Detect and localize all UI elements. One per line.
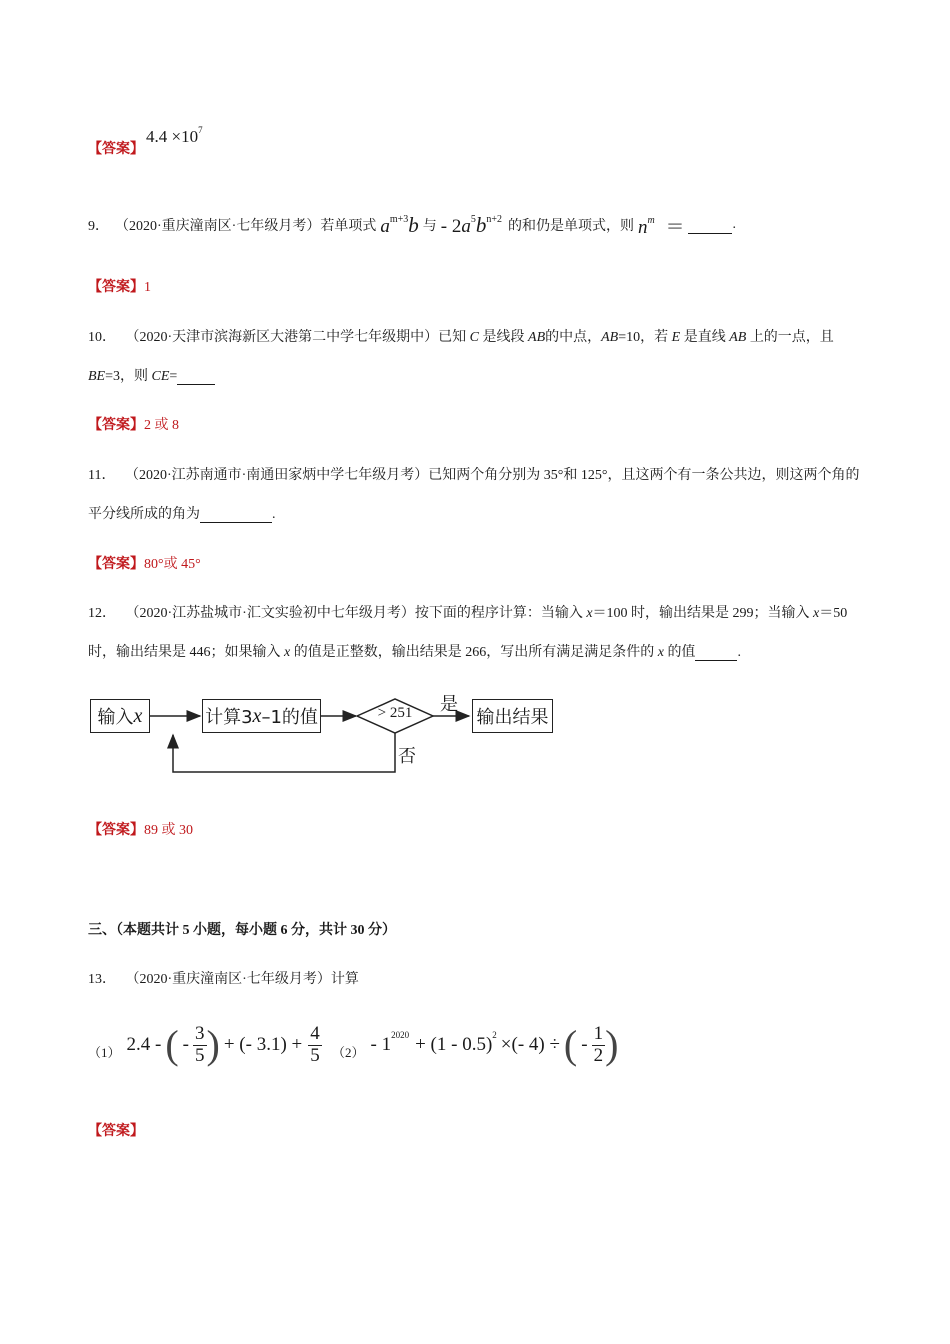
question-text: ＝50 [819, 606, 848, 621]
question-text: 上的一点，且 [749, 330, 834, 345]
question-13 [88, 973, 359, 987]
answer-13 [88, 1125, 144, 1139]
question-text: 平分线所成的角为 [88, 507, 200, 522]
section-title: 三、（本题共计 5 小题，每小题 6 分，共计 30 分） [88, 923, 396, 938]
left-paren: ( [563, 1022, 578, 1067]
exponent: 2 [492, 1030, 497, 1040]
question-text: （2020·天津市滨海新区大港第二中学七年级期中）已知 [125, 330, 467, 345]
minus-sign: - [581, 1034, 588, 1055]
input-var: x [133, 704, 143, 727]
var-a: a [380, 215, 390, 237]
expr-term: ×(- 4) ÷ [500, 1034, 560, 1055]
right-paren: ) [605, 1022, 619, 1067]
line-ab: AB [729, 330, 747, 345]
question-number: 10． [88, 330, 116, 345]
exponent: m [647, 214, 655, 226]
answer-value: 1 [144, 280, 151, 295]
question-text: = [169, 369, 178, 384]
question-text: 时，输出结果是 446；如果输入 [88, 645, 281, 660]
numerator: 4 [310, 1022, 320, 1044]
conjunction: 与 [422, 219, 437, 234]
yes-label: 是 [440, 694, 458, 715]
segment-ab: AB [601, 330, 619, 345]
question-text: （2020·江苏盐城市·汇文实验初中七年级月考）按下面的程序计算：当输入 [125, 606, 583, 621]
answer-label: 【答案】 [88, 280, 144, 295]
var-b: b [408, 212, 419, 237]
condition-label: > 251 [377, 705, 413, 721]
var-a: a [461, 215, 471, 237]
denominator: 5 [310, 1044, 320, 1066]
answer-label: 【答案】 [88, 142, 144, 157]
question-text: （2020·重庆潼南区·七年级月考）若单项式 [115, 219, 377, 234]
point-c: C [469, 330, 480, 345]
exponent: n+2 [486, 213, 502, 225]
period: . [272, 507, 276, 522]
expr-term: 2.4 - [126, 1034, 162, 1055]
answer-value: 80°或 45° [144, 557, 201, 572]
answer-label: 【答案】 [88, 557, 144, 572]
right-paren: ) [206, 1022, 220, 1067]
question-text: （2020·江苏南通市·南通田家炳中学七年级月考）已知两个角分别为 35°和 125°，且这两个有一条公共边，则这两个角的 [124, 468, 860, 483]
fraction-1-2 [592, 1024, 606, 1067]
expr-term: - 1 [370, 1034, 392, 1055]
answer-label: 【答案】 [88, 418, 144, 433]
question-13-part-2 [332, 1020, 618, 1070]
equals-sign: ＝ [665, 216, 685, 238]
minus-sign: - [182, 1034, 189, 1055]
question-text: 的中点， [545, 330, 602, 345]
denominator: 2 [593, 1044, 604, 1066]
point-e: E [671, 330, 681, 345]
compute-var: x [252, 704, 262, 727]
question-text: 的值是正整数，输出结果是 266，写出所有满足满足条件的 [293, 645, 655, 660]
answer-12 [88, 824, 193, 838]
question-number: 13． [88, 972, 116, 987]
exponent: 2020 [391, 1030, 410, 1040]
numerator: 1 [593, 1022, 604, 1044]
segment-ab: AB [528, 330, 546, 345]
compute-text: –1的值 [261, 707, 318, 728]
expr-term: + (1 - 0.5) [415, 1034, 493, 1055]
period: . [732, 217, 736, 232]
answer-value: 2 或 8 [144, 418, 179, 433]
var-b: b [475, 212, 487, 237]
question-text: =3，则 [105, 369, 149, 384]
arrow-loop-back [173, 733, 395, 772]
segment-be: BE [88, 369, 106, 384]
question-number: 9． [88, 219, 109, 234]
question-number: 11． [88, 468, 116, 483]
answer-8-base: 4.4 ×10 [146, 127, 199, 146]
question-text: ＝100 时，输出结果是 299；当输入 [592, 606, 810, 621]
question-text: =10，若 [618, 330, 669, 345]
compute-text: 计算3 [205, 707, 253, 728]
var-x: x [586, 606, 593, 621]
part-label: （2） [332, 1044, 365, 1060]
var-x: x [813, 606, 820, 621]
question-text: 的值 [667, 645, 696, 660]
segment-ce: CE [151, 369, 170, 384]
part-label: （1） [88, 1044, 121, 1060]
answer-8-exponent: 7 [198, 125, 203, 135]
answer-value: 89 或 30 [144, 823, 193, 838]
var-x: x [284, 645, 291, 660]
question-13-part-1 [88, 1020, 322, 1070]
question-number: 12． [88, 606, 116, 621]
exponent: m+3 [389, 213, 409, 225]
no-label: 否 [398, 746, 416, 767]
question-text-tail: 的和仍是单项式，则 [507, 219, 634, 234]
var-x: x [657, 645, 664, 660]
question-text: （2020·重庆潼南区·七年级月考）计算 [125, 972, 359, 987]
flow-output-box: 输出结果 [472, 699, 553, 733]
left-paren: ( [165, 1022, 179, 1067]
answer-label: 【答案】 [88, 1124, 144, 1139]
fraction-4-5 [308, 1024, 322, 1067]
var-n: n [637, 216, 648, 238]
question-text: 是线段 [482, 330, 525, 345]
fraction-3-5 [193, 1024, 207, 1067]
input-label: 输入 [97, 707, 134, 728]
exponent: 5 [470, 213, 476, 225]
answer-label: 【答案】 [88, 823, 144, 838]
period: . [737, 645, 741, 660]
denominator: 5 [195, 1044, 205, 1066]
numerator: 3 [195, 1022, 205, 1044]
flow-compute-box [202, 699, 321, 733]
flow-input-box [90, 699, 150, 733]
coefficient: - 2 [440, 215, 462, 237]
question-text: 是直线 [683, 330, 726, 345]
expr-term: + (- 3.1) + [223, 1034, 303, 1055]
